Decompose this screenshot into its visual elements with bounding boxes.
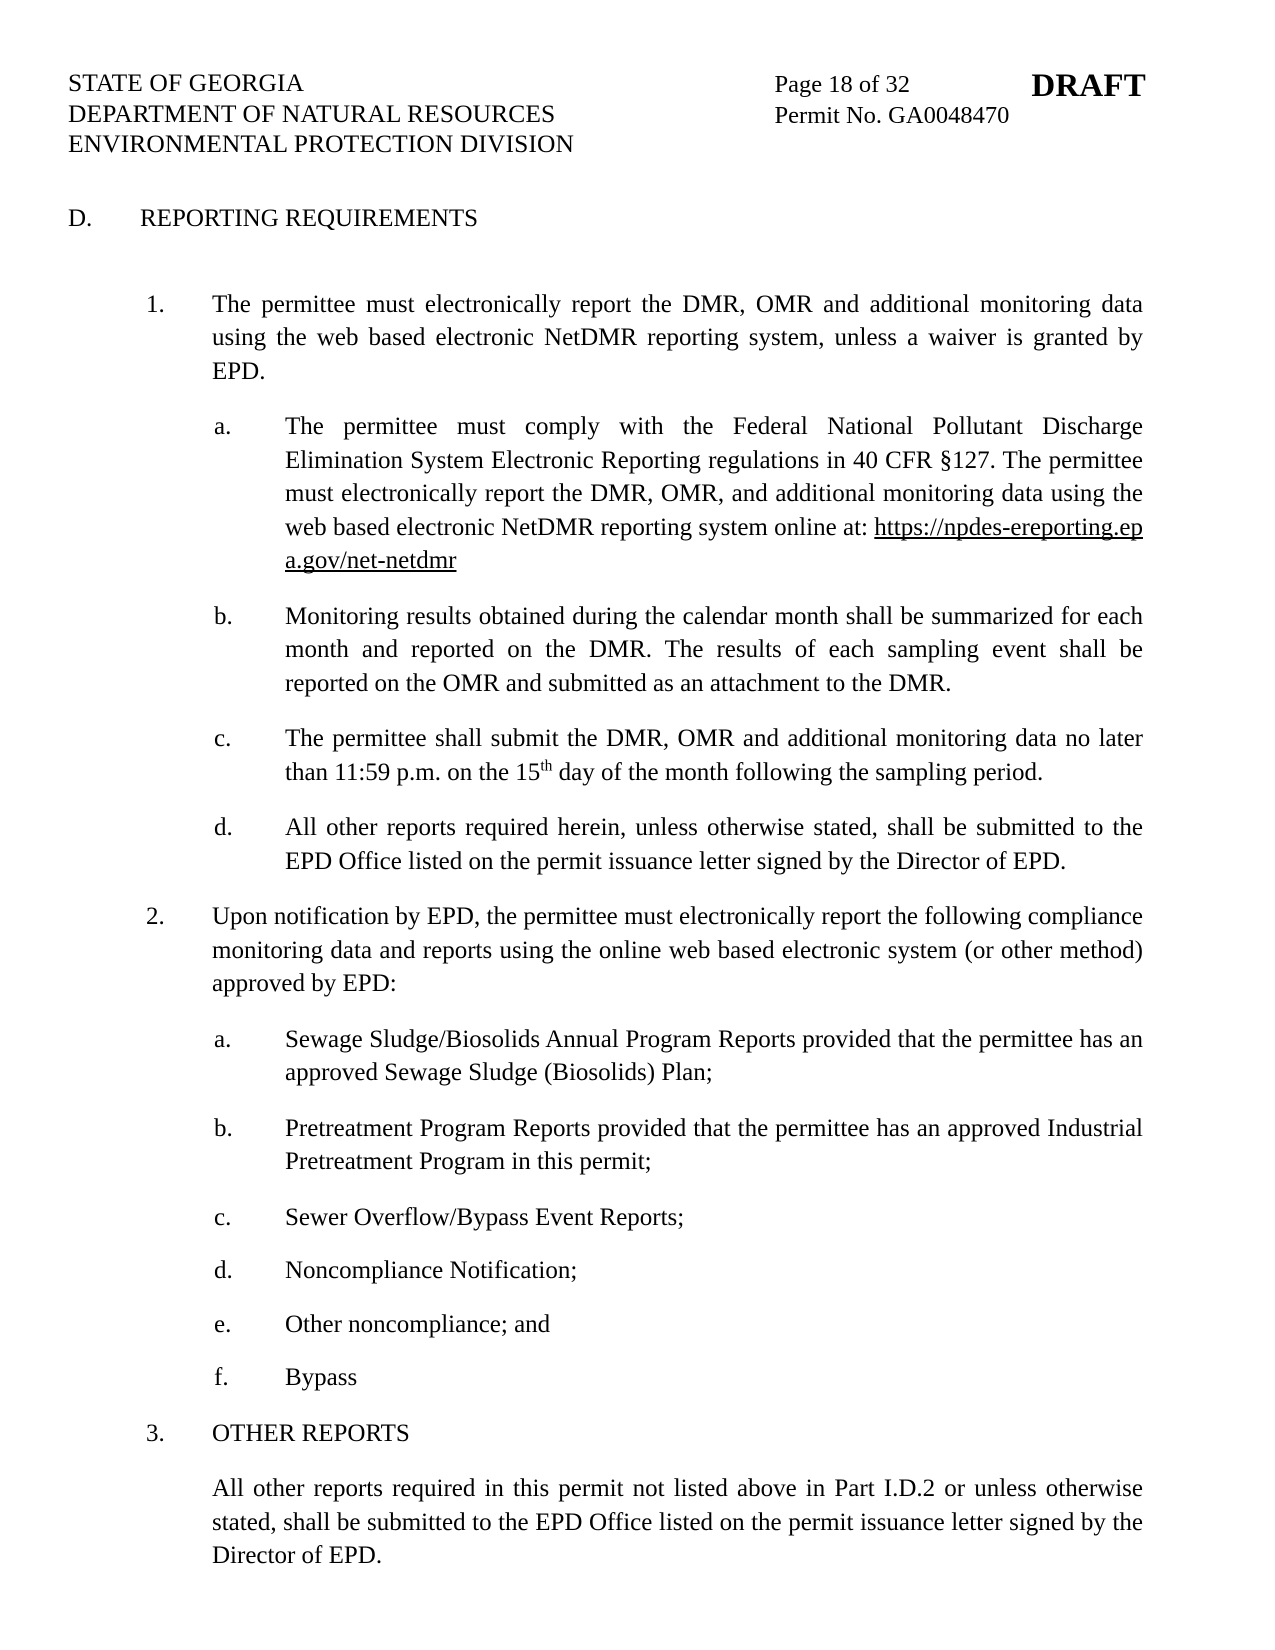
subitem-marker: e. bbox=[214, 1310, 232, 1338]
draft-stamp: DRAFT bbox=[1031, 68, 1146, 104]
subitem-marker: d. bbox=[214, 814, 233, 841]
spacer bbox=[0, 878, 1275, 900]
subitem-text: Bypass bbox=[285, 1364, 358, 1391]
subitem-marker: a. bbox=[214, 1025, 232, 1053]
subitem-text bbox=[285, 722, 1275, 789]
item-text: OTHER REPORTS bbox=[212, 1419, 410, 1447]
subitem-text: Other noncompliance; and bbox=[285, 1310, 551, 1338]
list-item bbox=[0, 900, 1275, 1001]
other-reports-paragraph: All other reports required in this permit not listed above in Part I.D.2 or unless otherwise stated, shall be submitted to the EPD Office listed on the permit issuance letter signed by the Director of EPD. bbox=[212, 1475, 1143, 1569]
subitem-marker: a. bbox=[214, 413, 232, 440]
netdmr-url-link[interactable]: https://npdes-ereporting.epa.gov/net-netdmr bbox=[285, 513, 1143, 574]
agency-block bbox=[68, 68, 574, 160]
list-item bbox=[0, 722, 1275, 789]
spacer bbox=[0, 700, 1275, 722]
section-marker: D. bbox=[68, 205, 93, 232]
spacer bbox=[0, 789, 1275, 811]
item-text: The permittee must electronically report the DMR, OMR and additional monitoring data using the web based electronic NetDMR reporting system, unless a waiver is granted by EPD. bbox=[212, 290, 1143, 385]
page-meta bbox=[775, 70, 1032, 131]
subitem-marker: c. bbox=[214, 725, 232, 752]
subitem-text: Sewage Sludge/Biosolids Annual Program Reports provided that the permittee has an approved Sewage Sludge (Biosolids) Plan; bbox=[285, 1025, 1143, 1086]
spacer bbox=[0, 1341, 1275, 1361]
item-marker: 1. bbox=[146, 290, 165, 318]
page-number: Page 18 of 32 bbox=[774, 71, 910, 98]
subitem-text: Monitoring results obtained during the calendar month shall be summarized for each month and reported on the DMR. The results of each sampling event shall be reported on the OMR and submitted as an attachment to the DMR. bbox=[285, 602, 1143, 697]
spacer bbox=[0, 236, 1275, 288]
subitem-text: Sewer Overflow/Bypass Event Reports; bbox=[285, 1203, 685, 1231]
subitem-text: Pretreatment Program Reports provided that the permittee has an approved Industrial Pretreatment Program in this permit; bbox=[285, 1114, 1143, 1175]
subitem-text: Noncompliance Notification; bbox=[285, 1257, 578, 1284]
spacer bbox=[0, 1450, 1275, 1472]
subitem-text-lead: The permittee must comply with the Federal National Pollutant Discharge Elimination System Electronic Reporting regulations in 40 CFR §127. The permittee must electronically report the DMR, OMR, and additional monitoring data using the web based electronic NetDMR reporting system online at: bbox=[285, 413, 1143, 541]
section-title: REPORTING REQUIREMENTS bbox=[140, 205, 479, 232]
list-item bbox=[0, 1308, 1275, 1342]
list-item bbox=[0, 288, 1275, 389]
list-item bbox=[0, 1361, 1275, 1395]
spacer bbox=[0, 388, 1275, 410]
subitem-marker: c. bbox=[214, 1203, 232, 1231]
list-item bbox=[0, 410, 1275, 578]
list-item bbox=[0, 1417, 1275, 1451]
spacer bbox=[0, 1395, 1275, 1417]
subitem-marker: b. bbox=[214, 1114, 233, 1142]
item-text: Upon notification by EPD, the permittee must electronically report the following compliance monitoring data and reports using the online web based electronic system (or other method) approved by EPD: bbox=[212, 903, 1143, 997]
subitem-text bbox=[285, 410, 1275, 578]
spacer bbox=[0, 1179, 1275, 1201]
subitem-marker: f. bbox=[214, 1364, 229, 1391]
spacer bbox=[0, 1090, 1275, 1112]
page-header bbox=[68, 68, 1146, 160]
subitem-text: All other reports required herein, unless otherwise stated, shall be submitted to the EPD Office listed on the permit issuance letter signed by the Director of EPD. bbox=[285, 814, 1143, 875]
item-marker: 2. bbox=[146, 903, 165, 930]
subitem-marker: d. bbox=[214, 1257, 233, 1284]
document-body bbox=[0, 202, 1275, 1573]
section-heading bbox=[0, 202, 1275, 236]
spacer bbox=[0, 1288, 1275, 1308]
agency-line-department: DEPARTMENT OF NATURAL RESOURCES bbox=[68, 98, 556, 128]
spacer bbox=[0, 1234, 1275, 1254]
subitem-marker: b. bbox=[214, 602, 233, 630]
permit-number: Permit No. GA0048470 bbox=[774, 101, 1010, 129]
agency-line-state: STATE OF GEORGIA bbox=[68, 68, 305, 97]
spacer bbox=[0, 578, 1275, 600]
list-item bbox=[0, 1023, 1275, 1090]
item-marker: 3. bbox=[146, 1419, 165, 1447]
list-item bbox=[0, 811, 1275, 878]
header-right-block bbox=[775, 70, 1146, 131]
agency-line-division: ENVIRONMENTAL PROTECTION DIVISION bbox=[68, 129, 575, 158]
ordinal-suffix: th bbox=[540, 757, 553, 775]
list-item bbox=[0, 1112, 1275, 1179]
list-item bbox=[0, 1201, 1275, 1235]
subitem-text-part-1: The permittee shall submit the DMR, OMR and additional monitoring data no later than 11:59 p.m. on the 15 bbox=[285, 725, 1143, 786]
spacer bbox=[0, 1001, 1275, 1023]
list-item bbox=[0, 1254, 1275, 1288]
list-item bbox=[0, 600, 1275, 701]
subitem-text-part-2: day of the month following the sampling period. bbox=[552, 758, 1044, 786]
